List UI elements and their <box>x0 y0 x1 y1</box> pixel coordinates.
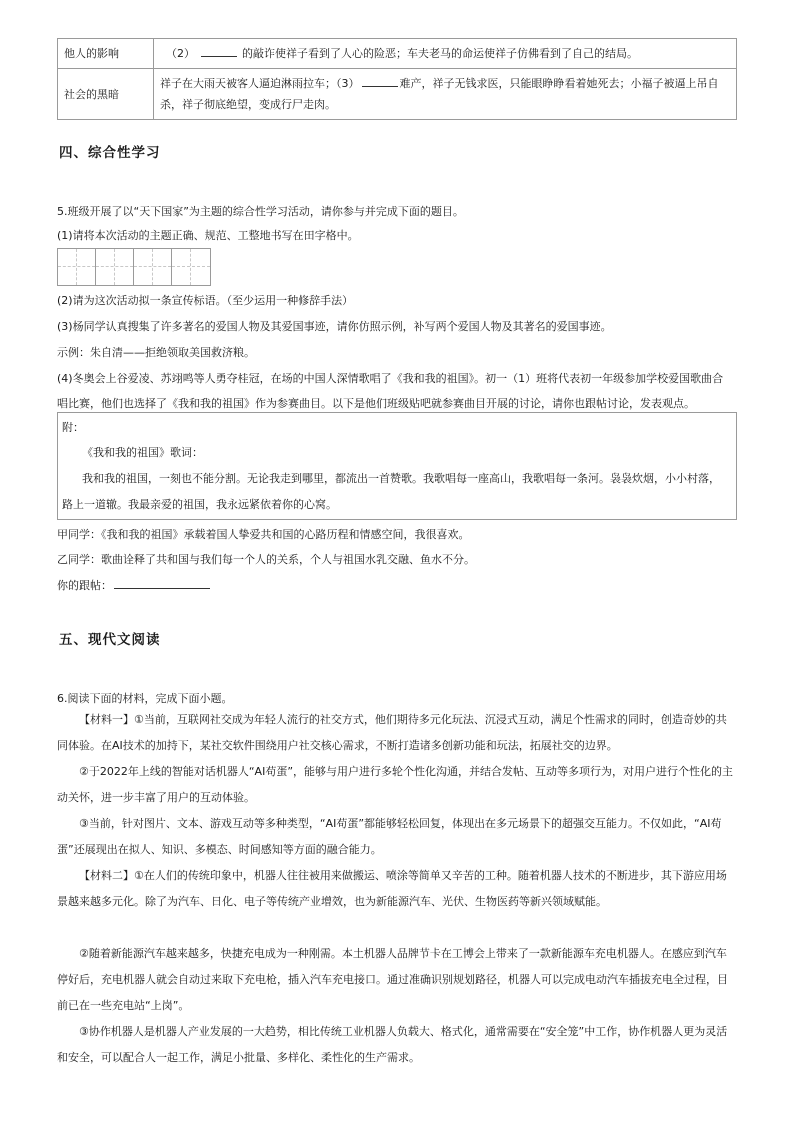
reading-paragraph: ②随着新能源汽车越来越多，快捷充电成为一种刚需。本土机器人品牌节卡在工博会上带来了一款新能源车充电机器人。在感应到汽车停好后，充电机器人就会自动过来取下充电枪，插入汽车充电接口。通过准确识别规划路径，机器人可以完成电动汽车插拔充电全过程，目前已在一些充电站“上岗”。 <box>57 947 728 1012</box>
table-row-content <box>154 39 737 69</box>
lyrics-line: 我和我的祖国，一刻也不能分割。无论我走到哪里，都流出一首赞歌。我歌唱每一座高山，我歌唱每一条河。袅袅炊烟，小小村落， <box>82 472 720 485</box>
question-part: (1)请将本次活动的主题正确、规范、工整地书写在田字格中。 <box>57 229 359 242</box>
table-text: 的敲诈使祥子看到了人心的险恶；车夫老马的命运使祥子仿佛看到了自己的结局。 <box>242 47 638 60</box>
student-comment: 甲同学：《我和我的祖国》承载着国人挚爱共和国的心路历程和情感空间，我很喜欢。 <box>57 528 470 541</box>
section-title: 四、综合性学习 <box>59 145 161 161</box>
reading-paragraph: 【材料一】①当前，互联网社交成为年轻人流行的社交方式，他们期待多元化玩法、沉浸式互动，满足个性需求的同时，创造奇妙的共同体验。在AI技术的加持下，某社交软件围绕用户社交核心需求，不断打造诸多创新功能和玩法，拓展社交的边界。 <box>57 713 727 752</box>
influence-table <box>57 38 737 120</box>
question-intro: 5.班级开展了以“天下国家”为主题的综合性学习活动，请你参与并完成下面的题目。 <box>57 205 464 218</box>
song-title: 《我和我的祖国》歌词： <box>82 446 203 459</box>
reading-paragraph: ②于2022年上线的智能对话机器人“AI苟蛋”，能够与用户进行多轮个性化沟通，并结合发帖、互动等多项行为，对用户进行个性化的主动关怀，进一步丰富了用户的互动体验。 <box>57 765 734 804</box>
question-part: (3)杨同学认真搜集了许多著名的爱国人物及其爱国事迹，请你仿照示例，补写两个爱国人物及其著名的爱国事迹。 <box>57 320 612 333</box>
question-part: (4)冬奥会上谷爱凌、苏翊鸣等人勇夺桂冠，在场的中国人深情歌唱了《我和我的祖国》。初一（1）班将代表初一年级参加学校爱国歌曲合 <box>57 372 724 385</box>
fill-blank[interactable] <box>201 46 237 57</box>
table-row-label: 他人的影响 <box>58 39 154 69</box>
question-intro: 6.阅读下面的材料，完成下面小题。 <box>57 692 233 705</box>
student-comment: 乙同学：歌曲诠释了共和国与我们每一个人的关系，个人与祖国水乳交融、鱼水不分。 <box>57 553 475 566</box>
question-part: 唱比赛，他们也选择了《我和我的祖国》作为参赛曲目。以下是他们班级贴吧就参赛曲目开展的讨论，请你也跟帖讨论，发表观点。 <box>57 397 695 410</box>
fill-blank[interactable] <box>362 76 398 87</box>
writing-grid[interactable] <box>57 248 211 286</box>
table-row <box>58 69 737 120</box>
question-part: (2)请为这次活动拟一条宣传标语。（至少运用一种修辞手法） <box>57 294 354 307</box>
grid-cell[interactable] <box>58 249 96 285</box>
appendix-label: 附： <box>62 421 84 434</box>
reading-paragraph: ③当前，针对图片、文本、游戏互动等多种类型，“AI苟蛋”都能够轻松回复，体现出在多元场景下的超强交互能力。不仅如此，“AI苟蛋”还展现出在拟人、知识、多模态、时间感知等方面的融合能力。 <box>57 817 722 856</box>
table-row-label: 社会的黑暗 <box>58 69 154 120</box>
lyrics-line: 路上一道辙。我最亲爱的祖国，我永远紧依着你的心窝。 <box>62 498 337 511</box>
table-row-content <box>154 69 737 120</box>
grid-cell[interactable] <box>96 249 134 285</box>
appendix-box <box>57 412 737 520</box>
reply-blank[interactable] <box>114 578 210 589</box>
reply-label: 你的跟帖： <box>57 579 112 592</box>
reply-prompt <box>57 577 747 593</box>
grid-cell[interactable] <box>172 249 210 285</box>
table-text: （2） <box>166 47 195 60</box>
table-text: 祥子在大雨天被客人逼迫淋雨拉车；（3） <box>160 77 360 90</box>
section-title: 五、现代文阅读 <box>59 632 161 648</box>
reading-paragraph: 【材料二】①在人们的传统印象中，机器人往往被用来做搬运、喷涂等简单又辛苦的工种。随着机器人技术的不断进步，其下游应用场景越来越多元化。除了为汽车、日化、电子等传统产业增效，也为新能源汽车、光伏、生物医药等新兴领域赋能。 <box>57 869 727 908</box>
grid-cell[interactable] <box>134 249 172 285</box>
table-row <box>58 39 737 69</box>
table-text: 难产，祥子无钱求医，只能眼睁睁看着她死去；小福子被逼上吊自杀，祥子彻底绝望，变成行尸走肉。 <box>160 77 719 111</box>
example-text: 示例：朱自清——拒绝领取美国救济粮。 <box>57 346 255 359</box>
reading-paragraph: ③协作机器人是机器人产业发展的一大趋势，相比传统工业机器人负载大、格式化，通常需要在“安全笼”中工作，协作机器人更为灵活和安全，可以配合人一起工作，满足小批量、多样化、柔性化的生产需求。 <box>57 1025 728 1064</box>
